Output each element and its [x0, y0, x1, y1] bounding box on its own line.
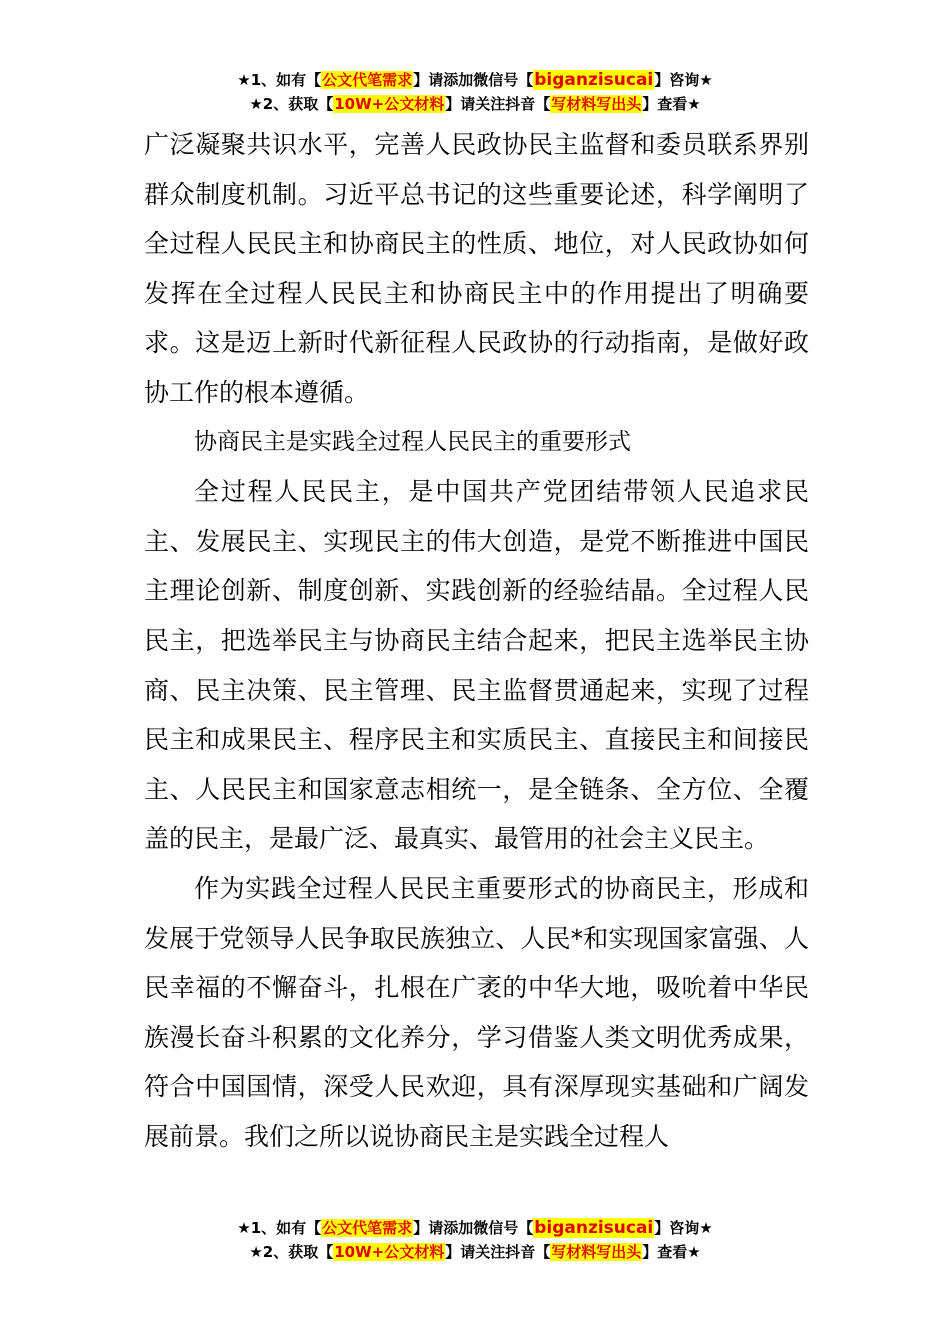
- promo-highlight: 公文代笔需求: [322, 1219, 413, 1237]
- promo-highlight: 10W+公文材料: [334, 95, 445, 113]
- paragraph: 广泛凝聚共识水平，完善人民政协民主监督和委员联系界别群众制度机制。习近平总书记的这些重要论述，科学阐明了全过程人民民主和协商民主的性质、地位，对人民政协如何发挥在全过程人民民主和协商民主中的作用提出了明确要求。这是迈上新时代新征程人民政协的行动指南，是做好政协工作的根本遵循。: [144, 130, 809, 407]
- promo-banner-bottom: [0, 1216, 950, 1264]
- douyin-id: 写材料写出头: [551, 95, 642, 113]
- promo-line-2: ★2、获取【10W+公文材料】请关注抖音【写材料写出头】查看★: [249, 95, 701, 113]
- document-body: [144, 120, 809, 1161]
- promo-highlight: 10W+公文材料: [334, 1243, 445, 1261]
- promo-line-2: ★2、获取【10W+公文材料】请关注抖音【写材料写出头】查看★: [249, 1243, 701, 1261]
- promo-line-1: ★1、如有【公文代笔需求】请添加微信号【biganzisucai】咨询★: [237, 70, 713, 90]
- wechat-id: biganzisucai: [534, 70, 654, 90]
- promo-highlight: 公文代笔需求: [322, 71, 413, 89]
- promo-banner-top: [0, 68, 950, 116]
- section-heading: 协商民主是实践全过程人民民主的重要形式: [194, 428, 631, 455]
- paragraph: 作为实践全过程人民民主重要形式的协商民主，形成和发展于党领导人民争取民族独立、人民*和实现国家富强、人民幸福的不懈奋斗，扎根在广袤的中华大地，吸吮着中华民族漫长奋斗积累的文化养分，学习借鉴人类文明优秀成果，符合中国国情，深受人民欢迎，具有深厚现实基础和广阔发展前景。我们之所以说协商民主是实践全过程人: [144, 873, 809, 1151]
- paragraph: 全过程人民民主，是中国共产党团结带领人民追求民主、发展民主、实现民主的伟大创造，是党不断推进中国民主理论创新、制度创新、实践创新的经验结晶。全过程人民民主，把选举民主与协商民主结合起来，把民主选举民主协商、民主决策、民主管理、民主监督贯通起来，实现了过程民主和成果民主、程序民主和实质民主、直接民主和间接民主、人民民主和国家意志相统一，是全链条、全方位、全覆盖的民主，是最广泛、最真实、最管用的社会主义民主。: [144, 477, 809, 854]
- wechat-id: biganzisucai: [534, 1218, 654, 1238]
- douyin-id: 写材料写出头: [551, 1243, 642, 1261]
- promo-line-1: ★1、如有【公文代笔需求】请添加微信号【biganzisucai】咨询★: [237, 1218, 713, 1238]
